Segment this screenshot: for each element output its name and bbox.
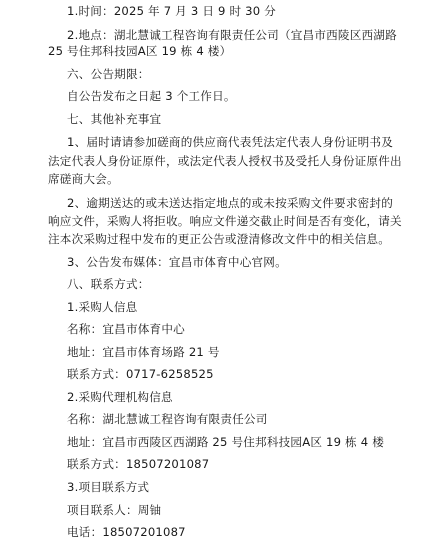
agency-info-heading: 2.采购代理机构信息 [67,389,173,404]
notice-period-text: 自公告发布之日起 3 个工作日。 [67,89,236,104]
supplement-item-1-cont: 法定代表人身份证原件，或法定代表人授权书及受托人身份证原件出 [48,154,402,169]
supplement-item-1: 1、届时请请参加磋商的供应商代表凭法定代表人身份证明书及 [67,135,394,150]
purchaser-info-heading: 1.采购人信息 [67,299,138,314]
agency-contact: 联系方式：18507201087 [67,457,210,472]
purchaser-name: 名称：宜昌市体育中心 [67,322,185,337]
meeting-location-line: 2.地点：湖北慧诚工程咨询有限责任公司（宜昌市西陵区西湖路 [67,27,397,42]
supplement-item-3: 3、公告发布媒体：宜昌市体育中心官网。 [67,254,287,269]
agency-address: 地址：宜昌市西陵区西湖路 25 号住邦科技园A区 19 栋 4 楼 [67,434,384,449]
supplement-item-1-end: 席磋商大会。 [48,172,119,186]
project-contact-phone: 电话：18507201087 [67,525,186,539]
project-contact-heading: 3.项目联系方式 [67,479,150,494]
supplement-item-2-cont: 响应文件，采购人将拒收。响应文件递交截止时间是否有变化，请关 [48,214,402,229]
supplement-item-2: 2、逾期送达的或未送达指定地点的或未按采购文件要求密封的 [67,196,394,211]
section-eight-heading: 八、联系方式： [67,277,150,292]
section-seven-heading: 七、其他补充事宜 [67,112,162,126]
supplement-item-2-end: 注本次采购过程中发布的更正公告或澄清修改文件中的相关信息。 [48,232,391,247]
purchaser-address: 地址：宜昌市体育场路 21 号 [67,344,220,359]
purchaser-contact: 联系方式：0717-6258525 [67,367,214,382]
project-contact-person: 项目联系人：周铀 [67,502,162,517]
agency-name: 名称：湖北慧诚工程咨询有限责任公司 [67,412,268,427]
meeting-location-cont: 25 号住邦科技园A区 19 栋 4 楼） [48,44,232,59]
section-six-heading: 六、公告期限： [67,66,150,81]
meeting-time-line: 1.时间：2025 年 7 月 3 日 9 时 30 分 [67,4,276,18]
